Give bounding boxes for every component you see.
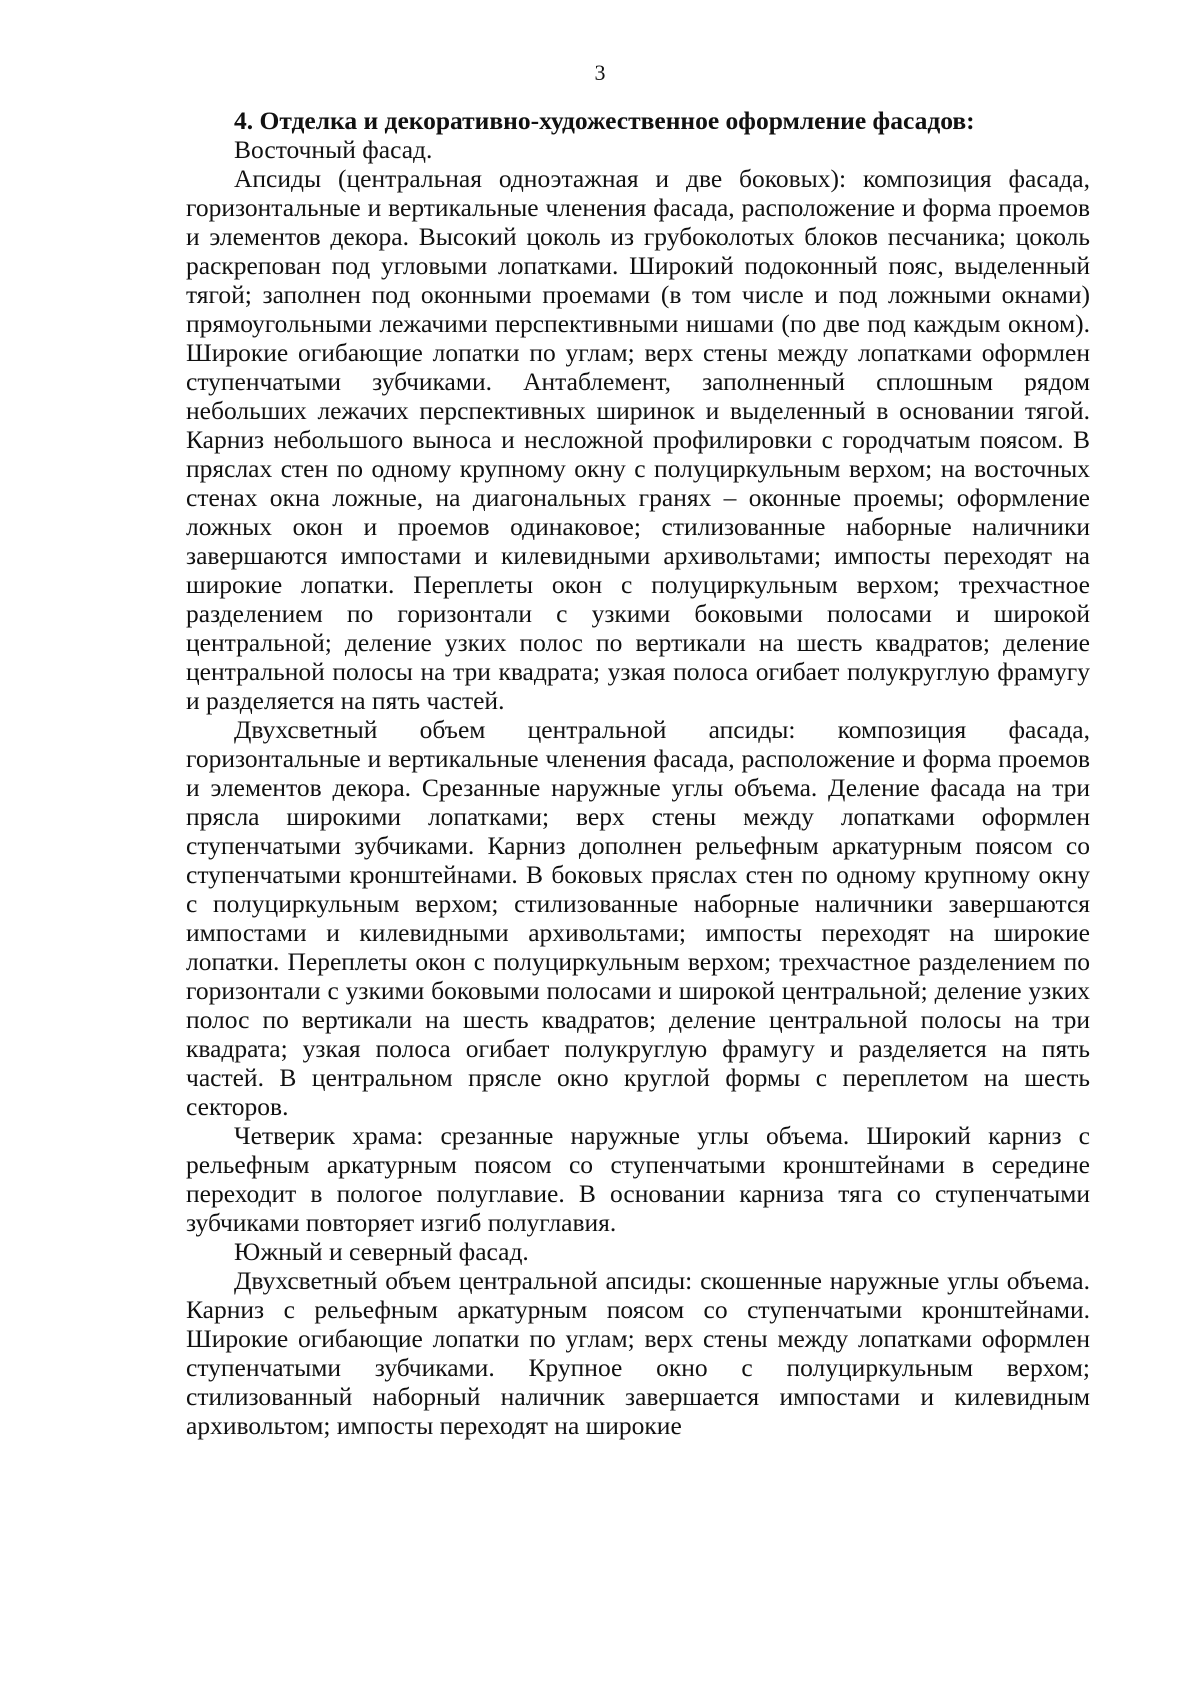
paragraph-apses: Апсиды (центральная одноэтажная и две боковых): композиция фасада, горизонтальные и вертикальные членения фасада, расположение и форма проемов и элементов декора. Высокий цоколь из грубоколотых блоков песчаника; цоколь раскрепован под угловыми лопатками. Широкий подоконный пояс, выделенный тягой; заполнен под оконными проемами (в том числе и под ложными окнами) прямоугольными лежачими перспективными нишами (по две под каждым окном). Широкие огибающие лопатки по углам; верх стены между лопатками оформлен ступенчатыми зубчиками. Антаблемент, заполненный сплошным рядом небольших лежачих перспективных ширинок и выделенный в основании тягой. Карниз небольшого выноса и несложной профилировки с городчатым поясом. В пряслах стен по одному крупному окну с полуциркульным верхом; на восточных стенах окна ложные, на диагональных гранях – оконные проемы; оформление ложных окон и проемов одинаковое; стилизованные наборные наличники завершаются импостами и килевидными архивольтами; импосты переходят на широкие лопатки. Переплеты окон с полуциркульным верхом; трехчастное разделением по горизонтали с узкими боковыми полосами и широкой центральной; деление узких полос по вертикали на шесть квадратов; деление центральной полосы на три квадрата; узкая полоса огибает полукруглую фрамугу и разделяется на пять частей. [186, 164, 1090, 715]
section-heading: 4. Отделка и декоративно-художественное оформление фасадов: [234, 106, 975, 135]
subheading-east-facade: Восточный фасад. [234, 135, 433, 164]
page-number: 3 [594, 60, 606, 85]
paragraph-central-apse-side: Двухсветный объем центральной апсиды: скошенные наружные углы объема. Карниз с рельефным аркатурным поясом со ступенчатыми кронштейнами. Широкие огибающие лопатки по углам; верх стены между лопатками оформлен ступенчатыми зубчиками. Крупное окно с полуциркульным верхом; стилизованный наборный наличник завершается импостами и килевидным архивольтом; импосты переходят на широкие [186, 1266, 1090, 1440]
paragraph-central-apse: Двухсветный объем центральной апсиды: композиция фасада, горизонтальные и вертикальные членения фасада, расположение и форма проемов и элементов декора. Срезанные наружные углы объема. Деление фасада на три прясла широкими лопатками; верх стены между лопатками оформлен ступенчатыми зубчиками. Карниз дополнен рельефным аркатурным поясом со ступенчатыми кронштейнами. В боковых пряслах стен по одному крупному окну с полуциркульным верхом; стилизованные наборные наличники завершаются импостами и килевидными архивольтами; импосты переходят на широкие лопатки. Переплеты окон с полуциркульным верхом; трехчастное разделением по горизонтали с узкими боковыми полосами и широкой центральной; деление узких полос по вертикали на шесть квадратов; деление центральной полосы на три квадрата; узкая полоса огибает полукруглую фрамугу и разделяется на пять частей. В центральном прясле окно круглой формы с переплетом на шесть секторов. [186, 715, 1090, 1121]
document-body [186, 106, 1090, 1440]
subheading-south-north-facade: Южный и северный фасад. [234, 1237, 529, 1266]
paragraph-chetverik: Четверик храма: срезанные наружные углы объема. Широкий карниз с рельефным аркатурным поясом со ступенчатыми кронштейнами в середине переходит в пологое полуглавие. В основании карниза тяга со ступенчатыми зубчиками повторяет изгиб полуглавия. [186, 1121, 1090, 1237]
